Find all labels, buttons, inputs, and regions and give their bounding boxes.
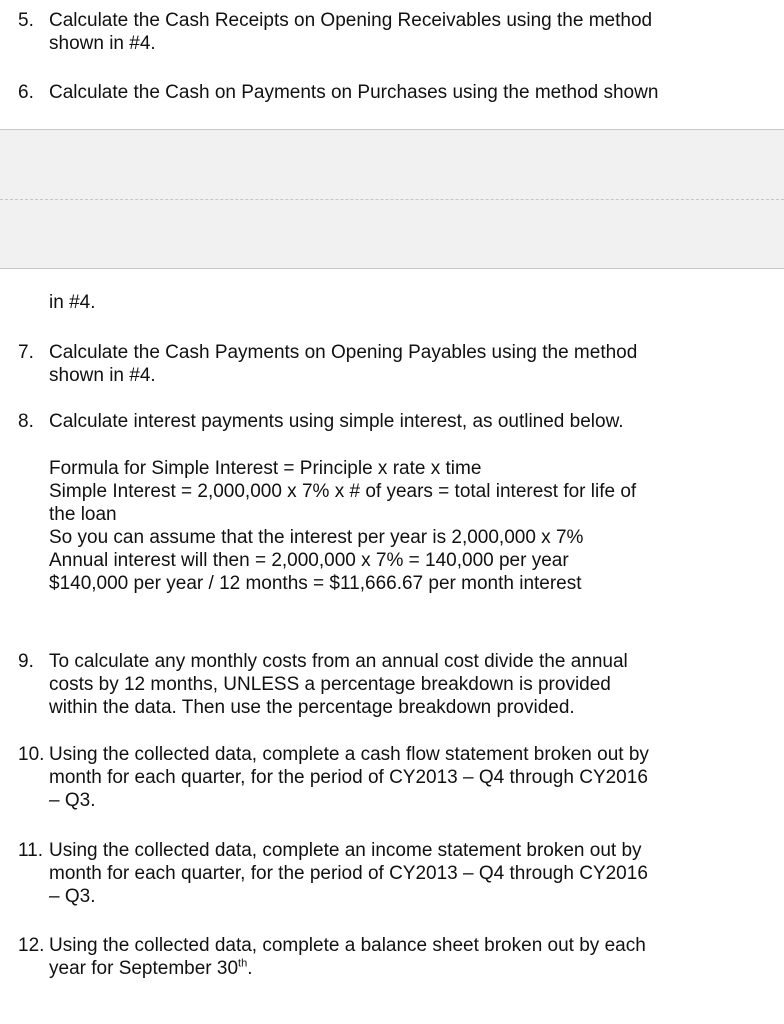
item-text: [49, 9, 749, 55]
ordinal-superscript: th: [238, 957, 248, 970]
formula-block: [49, 457, 749, 595]
text-line: costs by 12 months, UNLESS a percentage breakdown is provided: [49, 674, 611, 695]
formula-line: Simple Interest = 2,000,000 x 7% x # of years = total interest for life of: [49, 481, 637, 502]
formula-line: Annual interest will then = 2,000,000 x 7% = 140,000 per year: [49, 550, 569, 571]
text-line: Using the collected data, complete a cash flow statement broken out by: [49, 744, 649, 765]
item-number: 10.: [18, 744, 45, 765]
text-line: Using the collected data, complete an income statement broken out by: [49, 840, 642, 861]
item-text: [49, 650, 749, 719]
text-line: Using the collected data, complete a balance sheet broken out by each: [49, 935, 646, 956]
text-line: Calculate interest payments using simple interest, as outlined below.: [49, 411, 624, 432]
item-text: [49, 410, 749, 433]
item-number: 9.: [18, 651, 34, 672]
trailing-punctuation: .: [247, 958, 253, 979]
page-break-gap: [0, 129, 784, 269]
text-line: Calculate the Cash Payments on Opening Payables using the method: [49, 342, 638, 363]
item-number: 7.: [18, 342, 34, 363]
item-text: [49, 743, 749, 812]
text-line: in #4.: [49, 292, 96, 313]
text-line: month for each quarter, for the period of CY2013 – Q4 through CY2016: [49, 863, 648, 884]
text-line: Calculate the Cash Receipts on Opening Receivables using the method: [49, 10, 653, 31]
item-number: 5.: [18, 10, 34, 31]
text-line: within the data. Then use the percentage breakdown provided.: [49, 697, 575, 718]
formula-line: $140,000 per year / 12 months = $11,666.67 per month interest: [49, 573, 582, 594]
formula-line: So you can assume that the interest per year is 2,000,000 x 7%: [49, 527, 584, 548]
text-line: Calculate the Cash on Payments on Purchases using the method shown: [49, 82, 659, 103]
item-number: 12.: [18, 935, 45, 956]
text-line-with-superscript: [49, 957, 749, 980]
text-line: shown in #4.: [49, 365, 156, 386]
item-text: [49, 341, 749, 387]
item-number: 8.: [18, 411, 34, 432]
item-text: [49, 839, 749, 908]
text-line: – Q3.: [49, 790, 96, 811]
page-break-divider: [0, 199, 784, 200]
text-line: shown in #4.: [49, 33, 156, 54]
text-line: To calculate any monthly costs from an annual cost divide the annual: [49, 651, 628, 672]
item-text: [49, 934, 749, 980]
formula-line: Formula for Simple Interest = Principle x rate x time: [49, 458, 482, 479]
item-number: 11.: [18, 840, 44, 861]
item-text: [49, 291, 749, 314]
text-line: year for September 30: [49, 958, 239, 979]
text-line: month for each quarter, for the period of CY2013 – Q4 through CY2016: [49, 767, 648, 788]
text-line: – Q3.: [49, 886, 96, 907]
formula-line: the loan: [49, 504, 117, 525]
item-number: 6.: [18, 82, 34, 103]
item-text: [49, 81, 749, 104]
